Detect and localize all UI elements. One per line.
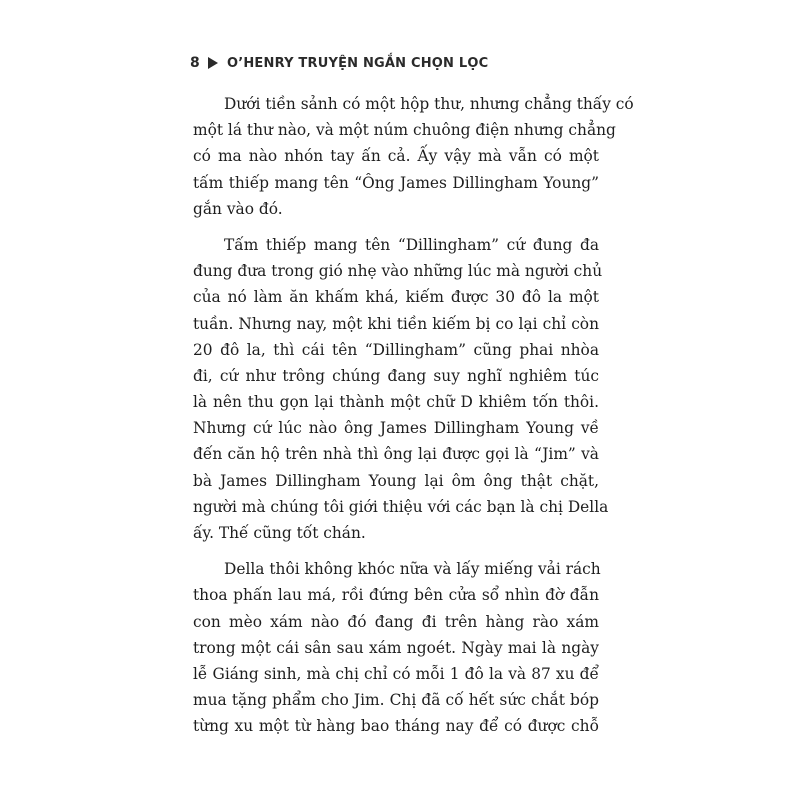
text-line: Dưới tiền sảnh có một hộp thư, nhưng chẳng thấy có: [224, 95, 634, 113]
text-line: tuần. Nhưng nay, một khi tiền kiếm bị co lại chỉ còn: [193, 314, 599, 333]
text-line: gắn vào đó.: [193, 199, 283, 218]
body-text: [193, 91, 634, 750]
text-line: Tấm thiếp mang tên “Dillingham” cứ đung đa: [224, 235, 599, 254]
text-line: trong một cái sân sau xám ngoét. Ngày mai là ngày: [193, 638, 599, 657]
running-header: [190, 50, 488, 76]
text-line: 20 đô la, thì cái tên “Dillingham” cũng phai nhòa: [193, 340, 599, 359]
text-line: lễ Giáng sinh, mà chị chỉ có mỗi 1 đô la và 87 xu để: [193, 664, 599, 683]
text-line: con mèo xám nào đó đang đi trên hàng rào xám: [193, 612, 599, 631]
text-line: tấm thiếp mang tên “Ông James Dillingham Young”: [193, 173, 599, 192]
paragraph: [193, 91, 634, 222]
text-line: người mà chúng tôi giới thiệu với các bạn là chị Della: [193, 497, 609, 516]
text-line: có ma nào nhón tay ấn cả. Ấy vậy mà vẫn có một: [193, 147, 599, 166]
play-arrow-icon: [208, 57, 218, 69]
text-line: mua tặng phẩm cho Jim. Chị đã cố hết sức chắt bóp: [193, 691, 599, 710]
text-line: là nên thu gọn lại thành một chữ D khiêm tốn thôi.: [193, 393, 599, 412]
text-line: thoa phấn lau má, rồi đứng bên cửa sổ nhìn đờ đẫn: [193, 586, 599, 605]
text-line: ấy. Thế cũng tốt chán.: [193, 524, 366, 542]
text-line: từng xu một từ hàng bao tháng nay để có được chỗ: [193, 717, 599, 736]
text-line: Nhưng cứ lúc nào ông James Dillingham Young về: [193, 419, 599, 438]
book-title: O’HENRY TRUYỆN NGẮN CHỌN LỌC: [226, 55, 489, 71]
paragraph: [193, 232, 609, 546]
paragraph: [193, 556, 599, 739]
page-number: 8: [190, 55, 200, 71]
text-line: đung đưa trong gió nhẹ vào những lúc mà người chủ: [193, 262, 603, 281]
text-line: Della thôi không khóc nữa và lấy miếng vải rách: [224, 560, 601, 579]
text-line: đến căn hộ trên nhà thì ông lại được gọi là “Jim” và: [193, 445, 599, 464]
text-line: một lá thư nào, và một núm chuông điện nhưng chẳng: [193, 121, 616, 140]
text-line: của nó làm ăn khấm khá, kiếm được 30 đô la một: [193, 288, 599, 307]
text-line: đi, cứ như trông chúng đang suy nghĩ nghiêm túc: [193, 366, 599, 385]
text-line: bà James Dillingham Young lại ôm ông thật chặt,: [193, 471, 599, 490]
